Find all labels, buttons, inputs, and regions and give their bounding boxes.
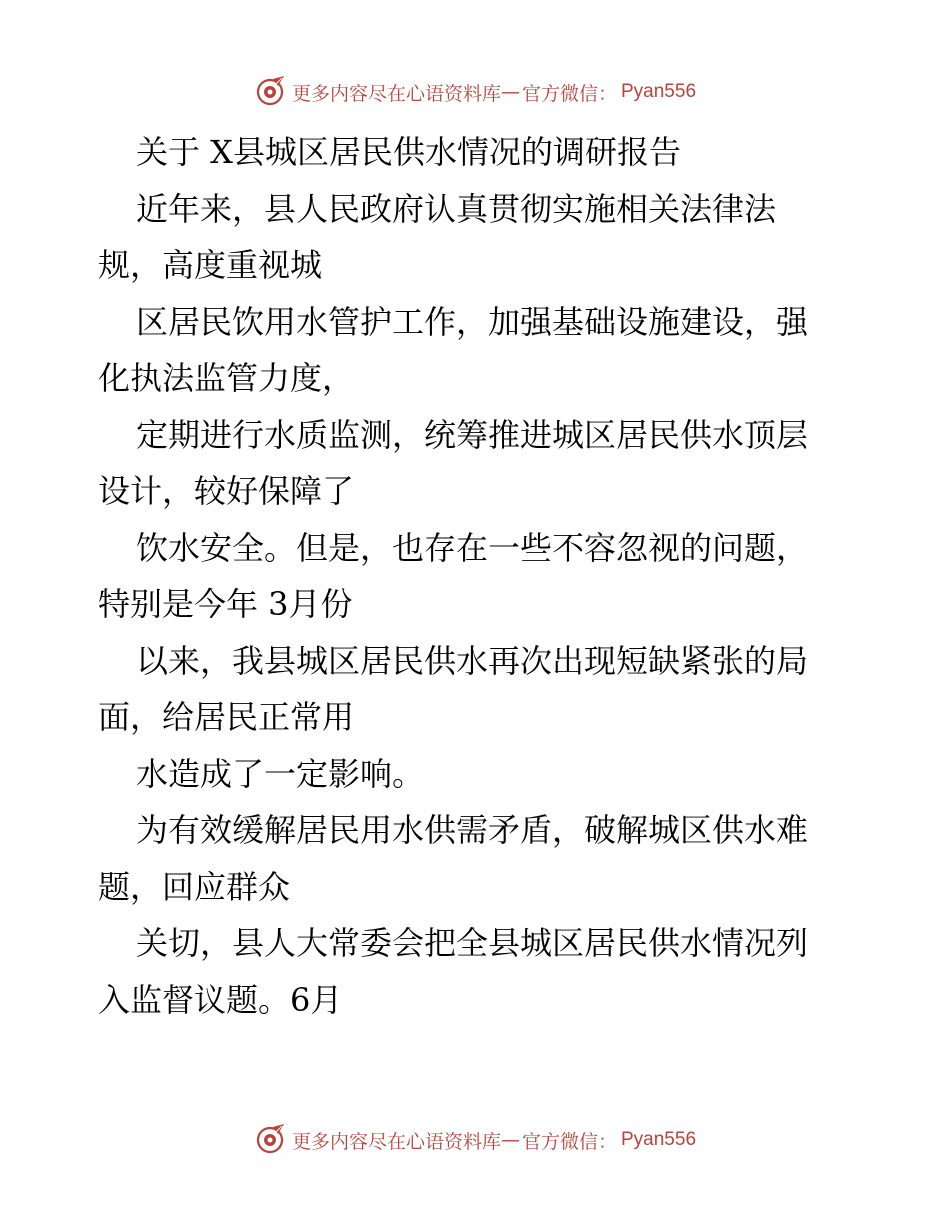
watermark-separator: — bbox=[500, 1129, 520, 1151]
text-line: 入监督议题。6月 bbox=[98, 980, 343, 1019]
text-line: 题，回应群众 bbox=[98, 867, 291, 906]
watermark-promo-text: 更多内容尽在心语资料库 bbox=[291, 82, 501, 105]
document-title: 关于 X县城区居民供水情况的调研报告 bbox=[136, 133, 681, 171]
text-line: 设计，较好保障了 bbox=[98, 472, 355, 510]
watermark-wechat-id: Pyan556 bbox=[621, 81, 697, 102]
watermark-separator: — bbox=[500, 81, 520, 103]
text-line: 规，高度重视城 bbox=[98, 246, 323, 284]
header-watermark bbox=[0, 72, 950, 112]
text-line: 关切，县人大常委会把全县城区居民供水情况列 bbox=[136, 924, 809, 962]
text-line: 特别是今年 3月份 bbox=[98, 585, 353, 623]
watermark-wechat-id: Pyan556 bbox=[621, 1129, 697, 1150]
text-line: 水造成了一定影响。 bbox=[136, 754, 425, 793]
quill-seal-icon bbox=[254, 1124, 286, 1156]
text-line: 化执法监管力度， bbox=[98, 359, 355, 397]
quill-seal-icon bbox=[254, 76, 286, 108]
watermark-wechat-label: 官方微信： bbox=[521, 1130, 617, 1153]
text-line: 定期进行水质监测，统筹推进城区居民供水顶层 bbox=[136, 415, 809, 454]
document-body bbox=[98, 124, 868, 1028]
text-line: 以来，我县城区居民供水再次出现短缺紧张的局 bbox=[136, 641, 809, 680]
text-line: 饮水安全。但是，也存在一些不容忽视的问题， bbox=[136, 528, 809, 567]
footer-watermark bbox=[0, 1120, 950, 1160]
text-line: 为有效缓解居民用水供需矛盾，破解城区供水难 bbox=[136, 811, 809, 849]
watermark-promo-text: 更多内容尽在心语资料库 bbox=[291, 1130, 501, 1153]
watermark-wechat-label: 官方微信： bbox=[521, 82, 617, 105]
text-line: 近年来，县人民政府认真贯彻实施相关法律法 bbox=[136, 189, 777, 228]
text-line: 区居民饮用水管护工作，加强基础设施建设，强 bbox=[136, 302, 809, 341]
text-line: 面，给居民正常用 bbox=[98, 698, 355, 736]
